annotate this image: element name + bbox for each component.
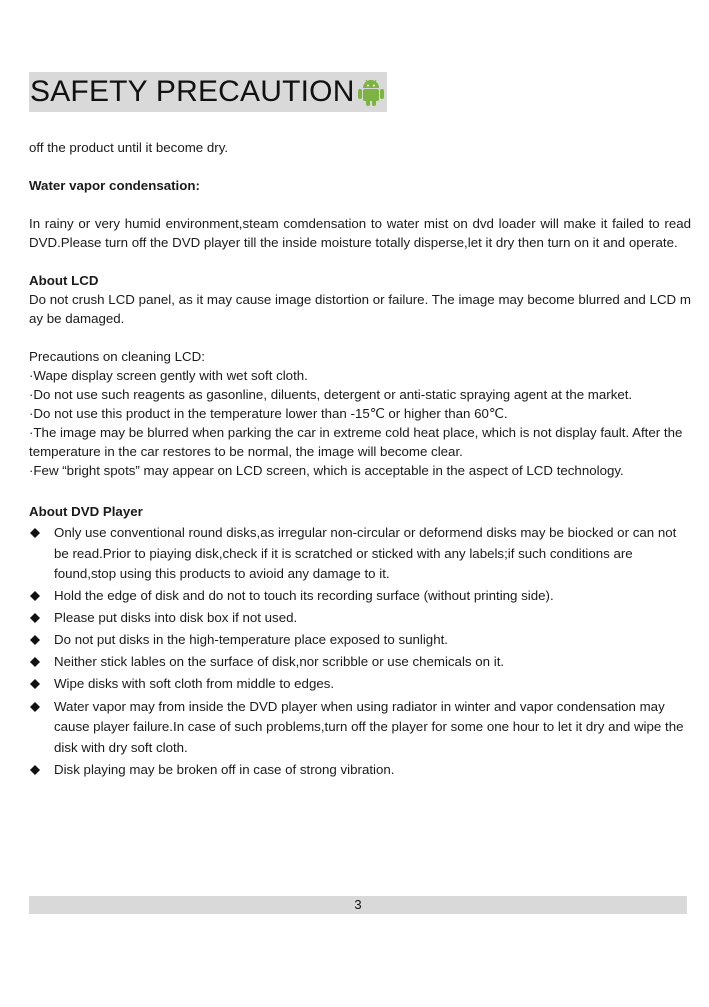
cleaning-lcd-item: ·Do not use such reagents as gasonline, diluents, detergent or anti-static spraying agent at the market. (29, 387, 633, 402)
list-item (29, 586, 691, 607)
list-item (29, 523, 691, 585)
about-lcd-text: Do not crush LCD panel, as it may cause image distortion or failure. The image may become blurred and LCD may be damaged. (29, 292, 691, 326)
cleaning-lcd-item: ·Do not use this product in the temperature lower than -15℃ or higher than 60℃. (29, 406, 508, 421)
bullet-text: Water vapor may from inside the DVD player when using radiator in winter and vapor condensation may cause player failure.In case of such problems,turn off the player for some one hour to let it dry and wipe the disk with dry soft cloth. (54, 698, 684, 755)
diamond-bullet-icon (30, 657, 40, 667)
list-item (29, 697, 691, 759)
about-lcd-heading: About LCD (29, 273, 99, 288)
intro-line: off the product until it become dry. (29, 140, 229, 155)
about-dvd-heading: About DVD Player (29, 504, 143, 519)
list-item (29, 630, 691, 651)
cleaning-lcd-heading: Precautions on cleaning LCD: (29, 349, 205, 364)
list-item (29, 652, 691, 673)
dvd-bullet-list (29, 523, 691, 780)
bullet-text: Hold the edge of disk and do not to touch its recording surface (without printing side). (54, 588, 554, 604)
water-vapor-text: In rainy or very humid environment,steam comdensation to water mist on dvd loader will make it failed to read DVD.Please turn off the DVD player till the inside moisture totally disperse,let it dry then turn on it and operate. (29, 216, 691, 250)
diamond-bullet-icon (30, 613, 40, 623)
diamond-bullet-icon (30, 702, 40, 712)
diamond-bullet-icon (30, 679, 40, 689)
cleaning-lcd-item: ·The image may be blurred when parking the car in extreme cold heat place, which is not display fault. After the temperature in the car restores to be normal, the image will become clear. (29, 425, 683, 459)
diamond-bullet-icon (30, 591, 40, 601)
bullet-text: Only use conventional round disks,as irregular non-circular or deformend disks may be biocked or can not be read.Prior to piaying disk,check if it is scratched or sticked with any labels;if such conditions are found,stop using this products to avioid any damage to it. (54, 525, 677, 581)
list-item (29, 674, 691, 695)
page-footer (29, 896, 687, 914)
bullet-text: Do not put disks in the high-temperature place exposed to sunlight. (54, 632, 448, 648)
android-robot-icon (357, 77, 385, 107)
page-title-bar (29, 72, 387, 112)
diamond-bullet-icon (30, 528, 40, 538)
page-title: SAFETY PRECAUTION (30, 75, 355, 108)
bullet-text: Disk playing may be broken off in case of strong vibration. (54, 761, 395, 777)
bullet-text: Please put disks into disk box if not used. (54, 610, 298, 626)
cleaning-lcd-item: ·Few “bright spots” may appear on LCD screen, which is acceptable in the aspect of LCD technology. (29, 463, 624, 478)
water-vapor-heading: Water vapor condensation: (29, 178, 200, 193)
diamond-bullet-icon (30, 765, 40, 775)
page-number: 3 (354, 897, 362, 912)
cleaning-lcd-item: ·Wape display screen gently with wet soft cloth. (29, 368, 308, 383)
bullet-text: Wipe disks with soft cloth from middle to edges. (54, 676, 335, 692)
list-item (29, 760, 691, 781)
list-item (29, 608, 691, 629)
diamond-bullet-icon (30, 635, 40, 645)
bullet-text: Neither stick lables on the surface of disk,nor scribble or use chemicals on it. (54, 654, 505, 670)
page-content (29, 138, 691, 782)
